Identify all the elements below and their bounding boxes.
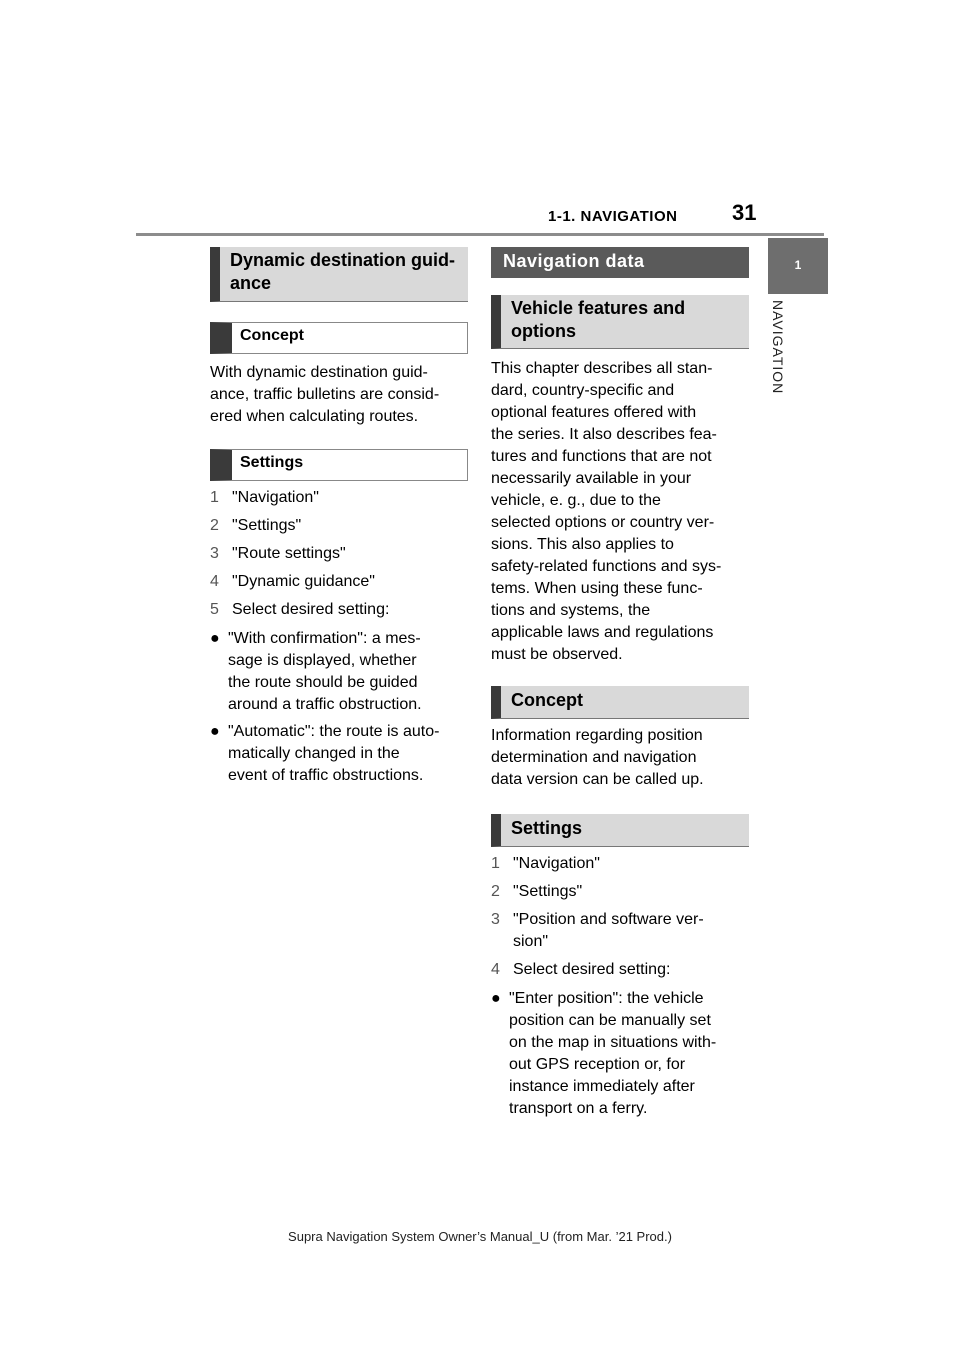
heading-settings-left: Settings bbox=[210, 449, 468, 481]
section-label: 1-1. NAVIGATION bbox=[548, 208, 678, 225]
step-number: 5 bbox=[210, 601, 219, 618]
step-text: Select desired setting: bbox=[513, 961, 671, 978]
step-text: "Position and software ver- sion" bbox=[513, 911, 704, 950]
step-text: "Settings" bbox=[513, 883, 583, 900]
bullet-text: "Automatic": the route is auto- matically changed in the event of traffic obstructions. bbox=[228, 723, 440, 784]
step-text: Select desired setting: bbox=[232, 601, 390, 618]
chapter-number: 1 bbox=[794, 258, 802, 272]
heading-concept-left: Concept bbox=[210, 322, 468, 354]
step-number: 1 bbox=[210, 489, 219, 506]
step-item bbox=[210, 487, 480, 509]
step-text: "Route settings" bbox=[232, 545, 346, 562]
step-number: 1 bbox=[491, 855, 500, 872]
step-item bbox=[210, 515, 480, 537]
step-number: 3 bbox=[210, 545, 219, 562]
bullet-item bbox=[210, 628, 485, 716]
step-item bbox=[210, 571, 480, 593]
heading-vehicle-features: Vehicle features and options bbox=[491, 295, 749, 349]
step-item bbox=[491, 959, 761, 981]
step-text: "Navigation" bbox=[513, 855, 600, 872]
chapter-name: NAVIGATION bbox=[770, 300, 786, 395]
step-item bbox=[210, 599, 480, 621]
step-number: 4 bbox=[491, 961, 500, 978]
heading-dynamic-destination-guidance: Dynamic destination guid- ance bbox=[210, 247, 468, 302]
heading-navigation-data: Navigation data bbox=[491, 247, 749, 278]
step-number: 2 bbox=[210, 517, 219, 534]
bullet-text: "Enter position": the vehicle position can be manually set on the map in situations with- out GPS reception or, for instance immediately after transport on a ferry. bbox=[509, 990, 717, 1117]
heading-settings-right: Settings bbox=[491, 814, 749, 847]
step-number: 4 bbox=[210, 573, 219, 590]
bullet-item bbox=[491, 988, 766, 1120]
concept-text-right: Information regarding position determination and navigation data version can be called up. bbox=[491, 727, 704, 788]
bullet-icon: ● bbox=[210, 630, 220, 647]
features-text: This chapter describes all stan- dard, country-specific and optional features offered with the series. It also describes fea- tures and functions that are not necessarily available in your vehicle, e. g., due to the selected options or country ver- sions. This also applies to safety-related functions and sys- tems. When using these func- tions and systems, the applicable laws and regulations must be observed. bbox=[491, 360, 722, 663]
bullet-icon: ● bbox=[491, 990, 501, 1007]
step-text: "Dynamic guidance" bbox=[232, 573, 375, 590]
step-item bbox=[491, 881, 761, 903]
concept-text-left: With dynamic destination guid- ance, traffic bulletins are consid- ered when calculating routes. bbox=[210, 364, 440, 425]
step-number: 2 bbox=[491, 883, 500, 900]
step-item bbox=[491, 909, 761, 953]
bullet-icon: ● bbox=[210, 723, 220, 740]
chapter-side-label bbox=[770, 300, 790, 420]
footer: Supra Navigation System Owner’s Manual_U (from Mar. ’21 Prod.) bbox=[288, 1229, 672, 1244]
step-text: "Navigation" bbox=[232, 489, 319, 506]
step-text: "Settings" bbox=[232, 517, 302, 534]
chapter-tab bbox=[768, 238, 828, 294]
page-number: 31 bbox=[732, 200, 757, 225]
heading-concept-right: Concept bbox=[491, 686, 749, 719]
bullet-item bbox=[210, 721, 485, 787]
bullet-text: "With confirmation": a mes- sage is displayed, whether the route should be guided around a traffic obstruction. bbox=[228, 630, 422, 713]
step-item bbox=[210, 543, 480, 565]
step-number: 3 bbox=[491, 911, 500, 928]
step-item bbox=[491, 853, 761, 875]
header-rule bbox=[136, 233, 824, 236]
